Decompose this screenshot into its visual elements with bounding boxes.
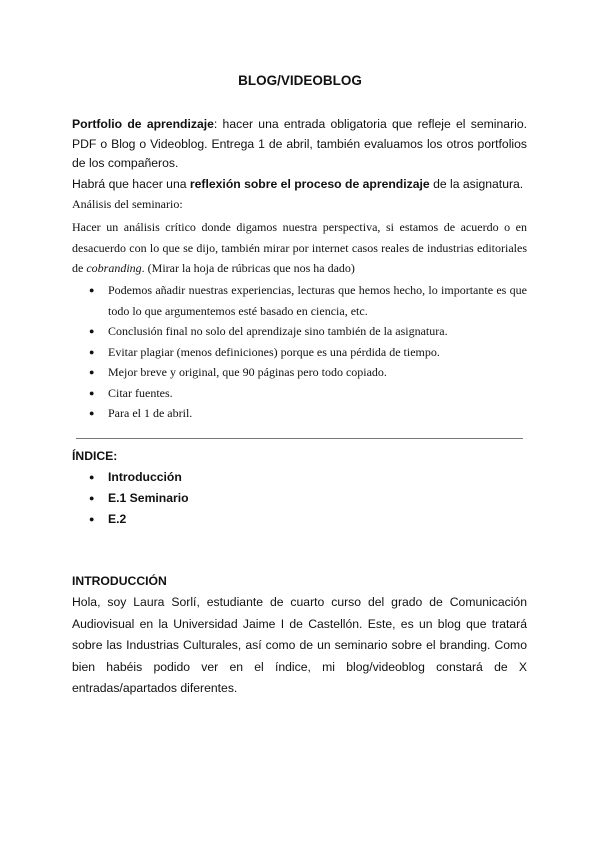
analysis-post: . (Mirar la hoja de rúbricas que nos ha dado) <box>141 261 355 275</box>
list-item <box>72 403 527 424</box>
bullet-icon: ● <box>89 346 95 357</box>
list-item <box>72 280 527 321</box>
bullet-icon: ● <box>89 408 95 418</box>
list-item <box>72 342 527 363</box>
index-item-label: Introducción <box>108 470 182 484</box>
index-item <box>72 509 372 530</box>
list-item <box>72 383 527 404</box>
intro-paragraph: Hola, soy Laura Sorlí, estudiante de cuarto curso del grado de Comunicación Audiovisual en la Universidad Jaime I de Castellón. Este, es un blog que tratará sobre las Industrias Culturales, así como de un seminario sobre el branding. Como bien habéis podido ver en el índice, mi blog/videoblog constará de X entradas/apartados diferentes. <box>72 595 527 695</box>
list-item-text: Evitar plagiar (menos definiciones) porque es una pérdida de tiempo. <box>108 344 440 359</box>
list-item <box>72 321 527 342</box>
list-item-text: Conclusión final no solo del aprendizaje sino también de la asignatura. <box>108 324 448 338</box>
reflection-pre: Habrá que hacer una <box>72 177 190 191</box>
analysis-heading: Análisis del seminario: <box>72 197 183 211</box>
reflection-post: de la asignatura. <box>429 177 524 191</box>
bullet-icon: ● <box>89 285 95 295</box>
bullet-icon: ● <box>89 367 95 377</box>
intro-heading: INTRODUCCIÓN <box>72 574 167 588</box>
analysis-paragraph <box>72 217 527 279</box>
bullet-icon: ● <box>89 514 95 524</box>
list-item-text: Podemos añadir nuestras experiencias, lecturas que hemos hecho, lo importante es que todo lo que argumentemos esté basado en ciencia, etc. <box>108 283 527 318</box>
reflection-paragraph <box>72 175 527 194</box>
bullet-icon: ● <box>89 472 95 482</box>
index-item-label: E.2 <box>108 512 127 526</box>
list-item-text: Para el 1 de abril. <box>108 406 193 420</box>
analysis-italic: cobranding <box>86 261 142 275</box>
reflection-bold: reflexión sobre el proceso de aprendizaje <box>189 177 430 191</box>
notes-list <box>72 280 527 424</box>
list-item <box>72 362 527 383</box>
page-title: BLOG/VIDEOBLOG <box>238 73 362 88</box>
index-item <box>72 467 372 488</box>
list-item-text: Mejor breve y original, que 90 páginas pero todo copiado. <box>108 365 387 379</box>
bullet-icon: ● <box>89 326 95 336</box>
bullet-icon: ● <box>89 387 95 398</box>
index-item <box>72 488 372 509</box>
index-list <box>72 467 372 530</box>
bullet-icon: ● <box>89 493 95 503</box>
horizontal-divider <box>76 438 523 439</box>
portfolio-bold-lead: Portfolio de aprendizaje <box>72 117 214 131</box>
portfolio-text: : hacer una entrada obligatoria que refleje el seminario. PDF o Blog o Videoblog. Entrega 1 de abril, también evaluamos los otros portfolios de los compañeros. <box>72 117 527 170</box>
list-item-text: Citar fuentes. <box>108 385 173 400</box>
portfolio-paragraph <box>72 115 527 174</box>
index-heading: ÍNDICE: <box>72 449 118 463</box>
analysis-pre: Hacer un análisis crítico donde digamos nuestra perspectiva, si estamos de acuerdo o en desacuerdo con lo que se dijo, también mirar por internet casos reales de industrias editoriales de <box>72 220 527 275</box>
index-item-label: E.1 Seminario <box>108 491 189 505</box>
